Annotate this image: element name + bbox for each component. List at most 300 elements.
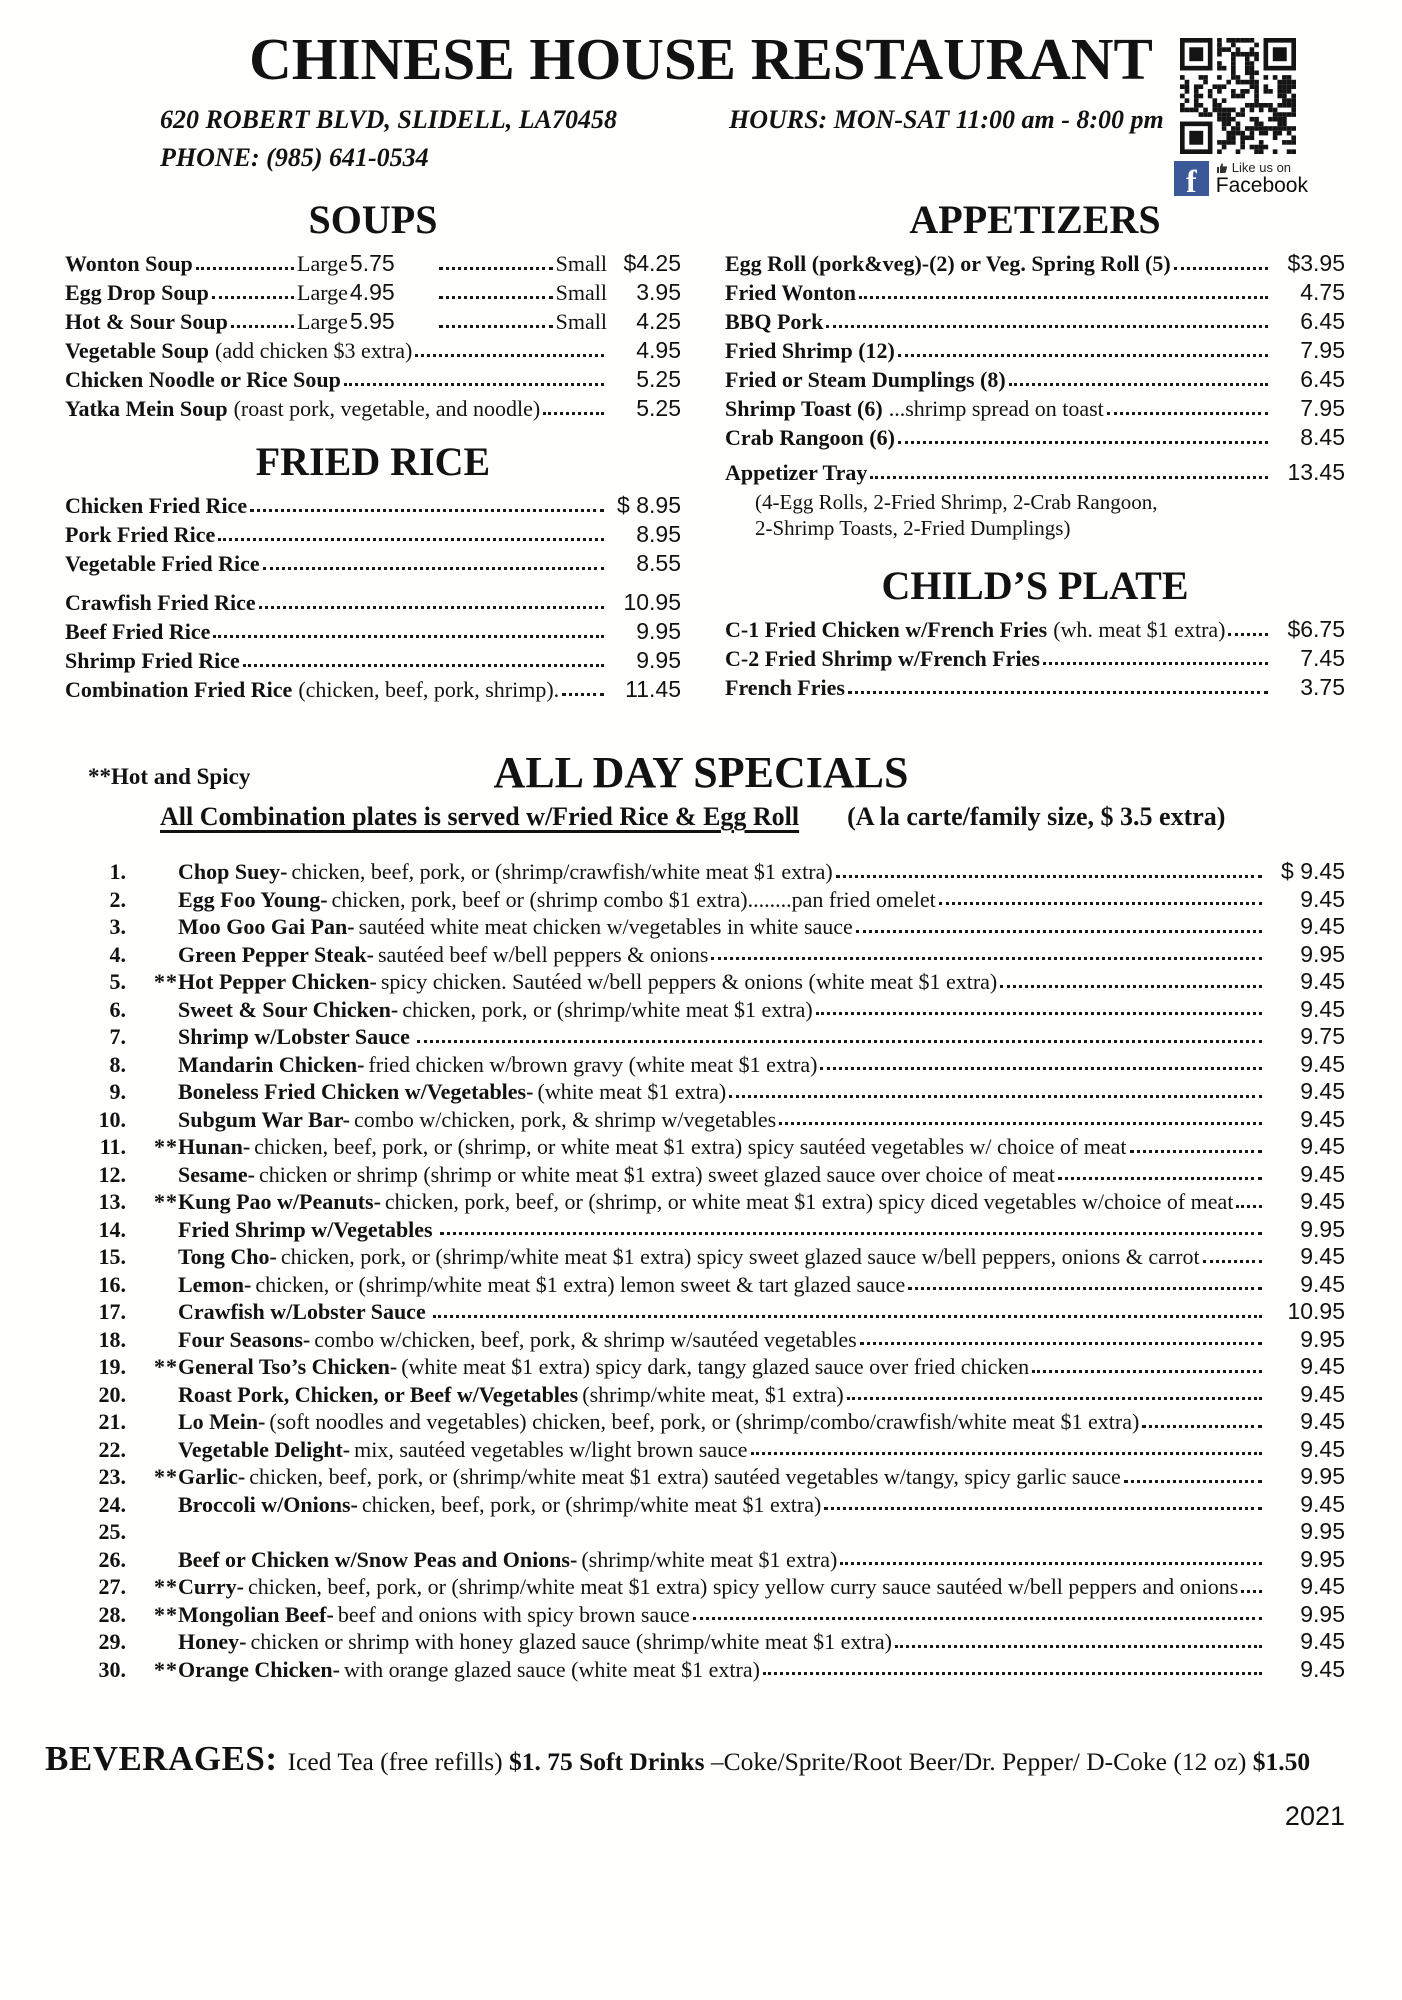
menu-item-name: French Fries xyxy=(725,675,845,700)
special-item-row xyxy=(88,1326,1345,1354)
item-name: Chop Suey- xyxy=(178,859,288,885)
item-text xyxy=(178,1491,821,1519)
item-desc: beef and onions with spicy brown sauce xyxy=(337,1601,690,1627)
menu-item-price: 7.95 xyxy=(1300,395,1345,421)
dotted-leader xyxy=(860,1342,1262,1345)
restaurant-address: 620 ROBERT BLVD, SLIDELL, LA70458 xyxy=(160,105,617,134)
dotted-leader xyxy=(1009,383,1268,386)
facebook-brand: Facebook xyxy=(1215,174,1308,197)
menu-item-row xyxy=(65,394,681,423)
item-text xyxy=(178,968,997,996)
item-name: Hot Pepper Chicken- xyxy=(178,969,377,995)
menu-item-price: 5.25 xyxy=(636,366,681,392)
menu-item-price: 11.45 xyxy=(625,676,681,702)
special-item-row xyxy=(88,1546,1345,1574)
item-name: Mandarin Chicken- xyxy=(178,1051,365,1077)
menu-item-price: $3.95 xyxy=(1287,250,1345,276)
hot-spicy-stars: ** xyxy=(154,1134,178,1160)
menu-item-name: Vegetable Soup xyxy=(65,338,210,363)
menu-item-price: 8.45 xyxy=(1300,424,1345,450)
item-text xyxy=(178,941,708,969)
item-text xyxy=(178,1188,1233,1216)
item-text xyxy=(178,1518,182,1546)
hot-spicy-note: **Hot and Spicy xyxy=(88,764,251,789)
size-label: Large xyxy=(297,309,348,334)
menu-item-row xyxy=(725,458,1345,487)
item-number: 12. xyxy=(98,1161,126,1187)
size-label: Small xyxy=(555,280,607,305)
item-name: Tong Cho- xyxy=(178,1244,277,1270)
hot-spicy-stars: ** xyxy=(154,1656,178,1682)
menu-item-row xyxy=(65,646,681,675)
item-desc: chicken, beef, pork, or (shrimp/white meat $1 extra) spicy yellow curry sauce sautéed w/bell peppers and onions xyxy=(247,1574,1239,1600)
right-column xyxy=(725,199,1345,704)
item-number: 11. xyxy=(99,1134,126,1160)
item-price: 9.45 xyxy=(1300,1050,1345,1077)
item-price: 9.45 xyxy=(1300,1078,1345,1105)
dotted-leader xyxy=(1241,1590,1262,1593)
dotted-leader xyxy=(243,664,604,667)
item-price: 9.45 xyxy=(1300,1160,1345,1187)
item-number: 1. xyxy=(109,859,126,885)
dotted-leader xyxy=(870,476,1268,479)
specials-subtitle-row xyxy=(160,802,1402,832)
menu-columns xyxy=(0,199,1402,704)
item-text xyxy=(178,1106,776,1134)
menu-item-price: 10.95 xyxy=(623,589,681,615)
item-name: Lemon- xyxy=(178,1271,252,1297)
fried-rice-list xyxy=(65,491,681,704)
item-text xyxy=(178,1023,414,1051)
item-name: Sesame- xyxy=(178,1161,255,1187)
menu-item-row xyxy=(65,549,681,578)
item-desc: chicken, pork, or (shrimp/white meat $1 extra) spicy sweet glazed sauce w/bell peppers, onions & carrot xyxy=(280,1244,1200,1270)
item-price: 10.95 xyxy=(1287,1298,1345,1325)
item-name: Broccoli w/Onions- xyxy=(178,1491,358,1517)
item-price: 9.95 xyxy=(1300,1518,1345,1545)
menu-item-name: Egg Drop Soup xyxy=(65,280,209,305)
item-desc: chicken, pork, beef or (shrimp combo $1 extra)........pan fried omelet xyxy=(331,886,936,912)
dotted-leader xyxy=(417,1040,1262,1043)
restaurant-hours: HOURS: MON-SAT 11:00 am - 8:00 pm xyxy=(728,105,1164,134)
item-text xyxy=(178,1601,690,1629)
item-price: 9.45 xyxy=(1300,1490,1345,1517)
menu-item-name: Appetizer Tray xyxy=(725,460,868,485)
dotted-leader xyxy=(433,1315,1262,1318)
menu-item-row xyxy=(65,588,681,617)
menu-item-row xyxy=(65,617,681,646)
item-price: 9.95 xyxy=(1300,1545,1345,1572)
menu-item-name: BBQ Pork xyxy=(725,309,824,334)
item-price: 9.95 xyxy=(1300,1600,1345,1627)
menu-item-name: Shrimp Toast (6) xyxy=(725,396,883,421)
dotted-leader xyxy=(1043,662,1268,665)
menu-item-note: (chicken, beef, pork, shrimp). xyxy=(298,677,560,702)
special-item-row xyxy=(88,1188,1345,1216)
item-desc: chicken, beef, pork, or (shrimp/crawfish/white meat $1 extra) xyxy=(291,859,833,885)
dotted-leader xyxy=(1174,267,1268,270)
menu-item-note: ...shrimp spread on toast xyxy=(888,396,1104,421)
menu-item-price: 8.55 xyxy=(636,550,681,576)
item-price: 9.45 xyxy=(1300,1435,1345,1462)
special-item-row xyxy=(88,1353,1345,1381)
dotted-leader xyxy=(1203,1260,1262,1263)
appetizers-list xyxy=(725,249,1345,487)
item-price: 9.45 xyxy=(1300,1380,1345,1407)
item-number: 21. xyxy=(98,1409,126,1435)
menu-item-price: 4.25 xyxy=(636,308,681,334)
dotted-leader xyxy=(816,1012,1262,1015)
menu-item-row xyxy=(725,644,1345,673)
size-label: Small xyxy=(555,309,607,334)
menu-item-name-group xyxy=(65,308,297,336)
thumbs-up-icon xyxy=(1216,162,1228,174)
item-desc: (white meat $1 extra) xyxy=(537,1079,727,1105)
item-number: 3. xyxy=(109,914,126,940)
menu-item-name: Hot & Sour Soup xyxy=(65,309,228,334)
item-number: 4. xyxy=(109,941,126,967)
dotted-leader xyxy=(439,296,553,299)
menu-item-name: Yatka Mein Soup xyxy=(65,396,228,421)
item-number: 6. xyxy=(109,996,126,1022)
item-name: Boneless Fried Chicken w/Vegetables- xyxy=(178,1079,534,1105)
item-name: Mongolian Beef- xyxy=(178,1601,334,1627)
beverages-segment: –Coke/Sprite/Root Beer/Dr. Pepper/ D-Coke (12 oz) xyxy=(710,1747,1253,1777)
fried-rice-group xyxy=(65,491,681,578)
menu-item-price: 7.45 xyxy=(1300,645,1345,671)
dotted-leader xyxy=(763,1672,1262,1675)
item-text xyxy=(178,1051,817,1079)
item-price: 9.45 xyxy=(1300,1243,1345,1270)
item-price: 9.45 xyxy=(1300,1573,1345,1600)
facebook-like-text: Like us on xyxy=(1231,160,1292,175)
special-item-row xyxy=(88,1408,1345,1436)
item-price: 9.45 xyxy=(1300,1408,1345,1435)
special-item-row xyxy=(88,1518,1345,1546)
dotted-leader xyxy=(895,1645,1262,1648)
dotted-leader xyxy=(908,1287,1262,1290)
specials-list xyxy=(88,858,1345,1683)
dotted-leader xyxy=(751,1452,1262,1455)
dotted-leader xyxy=(824,1507,1262,1510)
item-desc: sautéed white meat chicken w/vegetables in white sauce xyxy=(358,914,853,940)
menu-item-row xyxy=(725,278,1345,307)
item-number: 5. xyxy=(109,969,126,995)
item-desc: (shrimp/white meat $1 extra) xyxy=(581,1546,838,1572)
special-item-row xyxy=(88,1436,1345,1464)
menu-item-row xyxy=(65,675,681,704)
facebook-logo-letter: f xyxy=(1185,163,1197,197)
dotted-leader xyxy=(250,509,604,512)
beverages-label: BEVERAGES: xyxy=(45,1739,278,1779)
facebook-badge xyxy=(1174,160,1308,197)
menu-item-price: 5.75 xyxy=(349,250,395,276)
special-item-row xyxy=(88,1216,1345,1244)
special-item-row xyxy=(88,1243,1345,1271)
appetizer-tray-detail-line: (4-Egg Rolls, 2-Fried Shrimp, 2-Crab Rangoon, xyxy=(755,490,1158,514)
item-price: 9.45 xyxy=(1300,1628,1345,1655)
item-name: Beef or Chicken w/Snow Peas and Onions- xyxy=(178,1546,578,1572)
specials-subtitle: All Combination plates is served w/Fried Rice & Egg Roll xyxy=(160,802,800,832)
item-desc: chicken or shrimp (shrimp or white meat $1 extra) sweet glazed sauce over choice of meat xyxy=(258,1161,1055,1187)
item-text xyxy=(178,1463,1121,1491)
dotted-leader xyxy=(1124,1480,1262,1483)
item-desc: chicken, beef, pork, or (shrimp, or white meat $1 extra) spicy sautéed vegetables w/ choice of meat xyxy=(254,1134,1127,1160)
item-price: 9.45 xyxy=(1300,1188,1345,1215)
item-desc: chicken, beef, pork, or (shrimp/white meat $1 extra) xyxy=(361,1491,822,1517)
all-day-specials-section xyxy=(0,750,1402,1683)
menu-item-price: 7.95 xyxy=(1300,337,1345,363)
item-desc: chicken or shrimp with honey glazed sauce (shrimp/white meat $1 extra) xyxy=(250,1629,892,1655)
item-text xyxy=(178,1573,1238,1601)
menu-item-name: C-1 Fried Chicken w/French Fries xyxy=(725,617,1048,642)
item-name: Honey- xyxy=(178,1629,247,1655)
dotted-leader xyxy=(218,538,604,541)
item-price: 9.45 xyxy=(1300,913,1345,940)
item-number: 20. xyxy=(98,1381,126,1407)
menu-item-row xyxy=(65,307,681,336)
menu-item-price: $6.75 xyxy=(1287,616,1345,642)
item-name: Roast Pork, Chicken, or Beef w/Vegetables xyxy=(178,1381,579,1407)
menu-item-name: Wonton Soup xyxy=(65,251,193,276)
menu-item-row xyxy=(725,365,1345,394)
item-name: Crawfish w/Lobster Sauce xyxy=(178,1299,426,1325)
special-item-row xyxy=(88,941,1345,969)
menu-item-name: Chicken Fried Rice xyxy=(65,493,248,518)
item-number: 16. xyxy=(98,1271,126,1297)
menu-item-note: (wh. meat $1 extra) xyxy=(1053,617,1226,642)
menu-item-price: 13.45 xyxy=(1287,459,1345,485)
item-desc: mix, sautéed vegetables w/light brown sauce xyxy=(354,1436,748,1462)
item-number: 15. xyxy=(98,1244,126,1270)
special-item-row xyxy=(88,1656,1345,1684)
menu-item-price: 4.75 xyxy=(1300,279,1345,305)
menu-item-name: Egg Roll (pork&veg)-(2) or Veg. Spring Roll (5) xyxy=(725,251,1171,276)
item-text xyxy=(178,1298,430,1326)
menu-item-name: Pork Fried Rice xyxy=(65,522,216,547)
item-name: Green Pepper Steak- xyxy=(178,941,374,967)
item-text xyxy=(178,858,833,886)
facebook-like-row xyxy=(1216,160,1308,175)
menu-item-name: Crawfish Fried Rice xyxy=(65,590,256,615)
item-price: 9.45 xyxy=(1300,1133,1345,1160)
menu-item-name: Fried Shrimp (12) xyxy=(725,338,895,363)
item-number: 13. xyxy=(98,1189,126,1215)
item-name: Fried Shrimp w/Vegetables xyxy=(178,1216,433,1242)
dotted-leader xyxy=(562,693,604,696)
item-number: 22. xyxy=(98,1436,126,1462)
special-item-row xyxy=(88,886,1345,914)
menu-item-row xyxy=(65,336,681,365)
menu-item-row xyxy=(65,249,681,278)
dotted-leader xyxy=(439,267,553,270)
item-name: Kung Pao w/Peanuts- xyxy=(178,1189,381,1215)
item-price: 9.95 xyxy=(1300,1463,1345,1490)
restaurant-phone: PHONE: (985) 641-0534 xyxy=(160,143,429,172)
item-name: Orange Chicken- xyxy=(178,1656,340,1682)
item-text xyxy=(178,1243,1200,1271)
item-price: 9.75 xyxy=(1300,1023,1345,1050)
appetizers-heading: APPETIZERS xyxy=(909,197,1161,242)
special-item-row xyxy=(88,1491,1345,1519)
item-name: General Tso’s Chicken- xyxy=(178,1354,398,1380)
dotted-leader xyxy=(259,606,604,609)
dotted-leader xyxy=(1058,1177,1262,1180)
left-column xyxy=(65,199,681,704)
item-name: Four Seasons- xyxy=(178,1326,311,1352)
dotted-leader xyxy=(1236,1205,1262,1208)
size-label: Small xyxy=(555,251,607,276)
dotted-leader xyxy=(231,325,294,328)
beverages-segment: Soft Drinks xyxy=(579,1747,711,1777)
appetizer-tray-detail xyxy=(725,489,1345,541)
menu-item-row xyxy=(725,336,1345,365)
special-item-row xyxy=(88,1161,1345,1189)
item-text xyxy=(178,1628,892,1656)
dotted-leader xyxy=(440,1232,1262,1235)
special-item-row xyxy=(88,1573,1345,1601)
menu-item-name: Crab Rangoon (6) xyxy=(725,425,895,450)
dotted-leader xyxy=(847,1397,1262,1400)
item-number: 2. xyxy=(109,886,126,912)
item-desc: (soft noodles and vegetables) chicken, beef, pork, or (shrimp/combo/crawfish/white meat $1 extra) xyxy=(269,1409,1140,1435)
item-text xyxy=(178,1216,437,1244)
menu-item-row xyxy=(65,365,681,394)
beverages-section xyxy=(45,1739,1362,1779)
restaurant-title: CHINESE HOUSE RESTAURANT xyxy=(249,26,1153,92)
menu-item-row xyxy=(725,673,1345,702)
specials-header xyxy=(0,750,1402,796)
hot-spicy-stars: ** xyxy=(154,1601,178,1627)
menu-item-name-group xyxy=(65,250,297,278)
menu-item-price: 5.95 xyxy=(349,308,395,334)
menu-item-price: 6.45 xyxy=(1300,366,1345,392)
item-price: 9.95 xyxy=(1300,1325,1345,1352)
item-price: 9.45 xyxy=(1300,968,1345,995)
dotted-leader xyxy=(439,325,553,328)
special-item-row xyxy=(88,1271,1345,1299)
menu-item-name: Fried or Steam Dumplings (8) xyxy=(725,367,1006,392)
menu-item-price: 4.95 xyxy=(349,279,395,305)
special-item-row xyxy=(88,1601,1345,1629)
menu-item-note: (add chicken $3 extra) xyxy=(215,338,413,363)
item-number: 26. xyxy=(98,1546,126,1572)
item-desc: (white meat $1 extra) spicy dark, tangy glazed sauce over fried chicken xyxy=(401,1354,1030,1380)
dotted-leader xyxy=(856,930,1262,933)
menu-item-price: 9.95 xyxy=(636,618,681,644)
menu-item-price: $ 8.95 xyxy=(617,492,681,518)
special-item-row xyxy=(88,1051,1345,1079)
dotted-leader xyxy=(1107,412,1268,415)
fried-rice-group xyxy=(65,588,681,704)
dotted-leader xyxy=(729,1095,1262,1098)
dotted-leader xyxy=(826,325,1268,328)
item-name: Garlic- xyxy=(178,1464,246,1490)
appetizer-tray-detail-line: 2-Shrimp Toasts, 2-Fried Dumplings) xyxy=(755,516,1071,540)
menu-item-name: C-2 Fried Shrimp w/French Fries xyxy=(725,646,1040,671)
dotted-leader xyxy=(859,296,1268,299)
item-text xyxy=(178,1381,844,1409)
dotted-leader xyxy=(848,691,1268,694)
item-name: Hunan- xyxy=(178,1134,251,1160)
menu-item-price: 5.25 xyxy=(636,395,681,421)
item-text xyxy=(178,996,813,1024)
special-item-row xyxy=(88,1023,1345,1051)
menu-item-name-group xyxy=(65,279,297,307)
fried-rice-heading: FRIED RICE xyxy=(255,439,491,484)
item-number: 28. xyxy=(98,1601,126,1627)
menu-item-row xyxy=(725,423,1345,452)
dotted-leader xyxy=(836,875,1262,878)
menu-item-price: 3.75 xyxy=(1300,674,1345,700)
item-desc: chicken, pork, beef, or (shrimp, or white meat $1 extra) spicy diced vegetables w/choice of meat xyxy=(384,1189,1234,1215)
facebook-text-block xyxy=(1216,160,1308,197)
special-item-row xyxy=(88,996,1345,1024)
soups-heading: SOUPS xyxy=(308,197,438,242)
item-name: Moo Goo Gai Pan- xyxy=(178,914,355,940)
item-desc: chicken, or (shrimp/white meat $1 extra) lemon sweet & tart glazed sauce xyxy=(255,1271,906,1297)
menu-header xyxy=(0,0,1402,197)
menu-item-row xyxy=(65,278,681,307)
item-desc: spicy chicken. Sautéed w/bell peppers & onions (white meat $1 extra) xyxy=(380,969,998,995)
item-name: Vegetable Delight- xyxy=(178,1436,351,1462)
item-desc: fried chicken w/brown gravy (white meat $1 extra) xyxy=(368,1051,818,1077)
special-item-row xyxy=(88,1133,1345,1161)
menu-item-price: 4.95 xyxy=(636,337,681,363)
item-name: Egg Foo Young- xyxy=(178,886,328,912)
menu-year: 2021 xyxy=(1284,1801,1345,1832)
item-price: 9.45 xyxy=(1300,995,1345,1022)
item-text xyxy=(178,1078,726,1106)
menu-item-name: Fried Wonton xyxy=(725,280,857,305)
facebook-logo-icon xyxy=(1174,161,1209,196)
dotted-leader xyxy=(1000,985,1262,988)
hot-spicy-stars: ** xyxy=(154,1464,178,1490)
special-item-row xyxy=(88,968,1345,996)
special-item-row xyxy=(88,1628,1345,1656)
item-text xyxy=(178,1656,760,1684)
menu-item-row xyxy=(65,491,681,520)
item-name: Sweet & Sour Chicken- xyxy=(178,996,399,1022)
menu-item-name: Combination Fried Rice xyxy=(65,677,293,702)
menu-item-note: (roast pork, vegetable, and noodle) xyxy=(233,396,541,421)
dotted-leader xyxy=(939,902,1262,905)
item-price: 9.45 xyxy=(1300,1270,1345,1297)
item-desc: sautéed beef w/bell peppers & onions xyxy=(377,941,709,967)
special-item-row xyxy=(88,1381,1345,1409)
menu-item-price: $4.25 xyxy=(623,250,681,276)
item-number: 19. xyxy=(98,1354,126,1380)
dotted-leader xyxy=(840,1562,1262,1565)
item-text xyxy=(178,1546,837,1574)
menu-item-name: Beef Fried Rice xyxy=(65,619,211,644)
item-number: 24. xyxy=(98,1491,126,1517)
qr-code xyxy=(1180,38,1296,154)
menu-item-row xyxy=(725,615,1345,644)
hot-spicy-stars: ** xyxy=(154,1189,178,1215)
menu-item-price: 9.95 xyxy=(636,647,681,673)
special-item-row xyxy=(88,858,1345,886)
item-name: Lo Mein- xyxy=(178,1409,266,1435)
menu-item-name: Shrimp Fried Rice xyxy=(65,648,240,673)
special-item-row xyxy=(88,1463,1345,1491)
hot-spicy-stars: ** xyxy=(154,1354,178,1380)
item-text xyxy=(178,913,853,941)
dotted-leader xyxy=(212,296,294,299)
item-price: 9.45 xyxy=(1300,885,1345,912)
special-item-row xyxy=(88,1106,1345,1134)
item-price: 9.95 xyxy=(1300,940,1345,967)
